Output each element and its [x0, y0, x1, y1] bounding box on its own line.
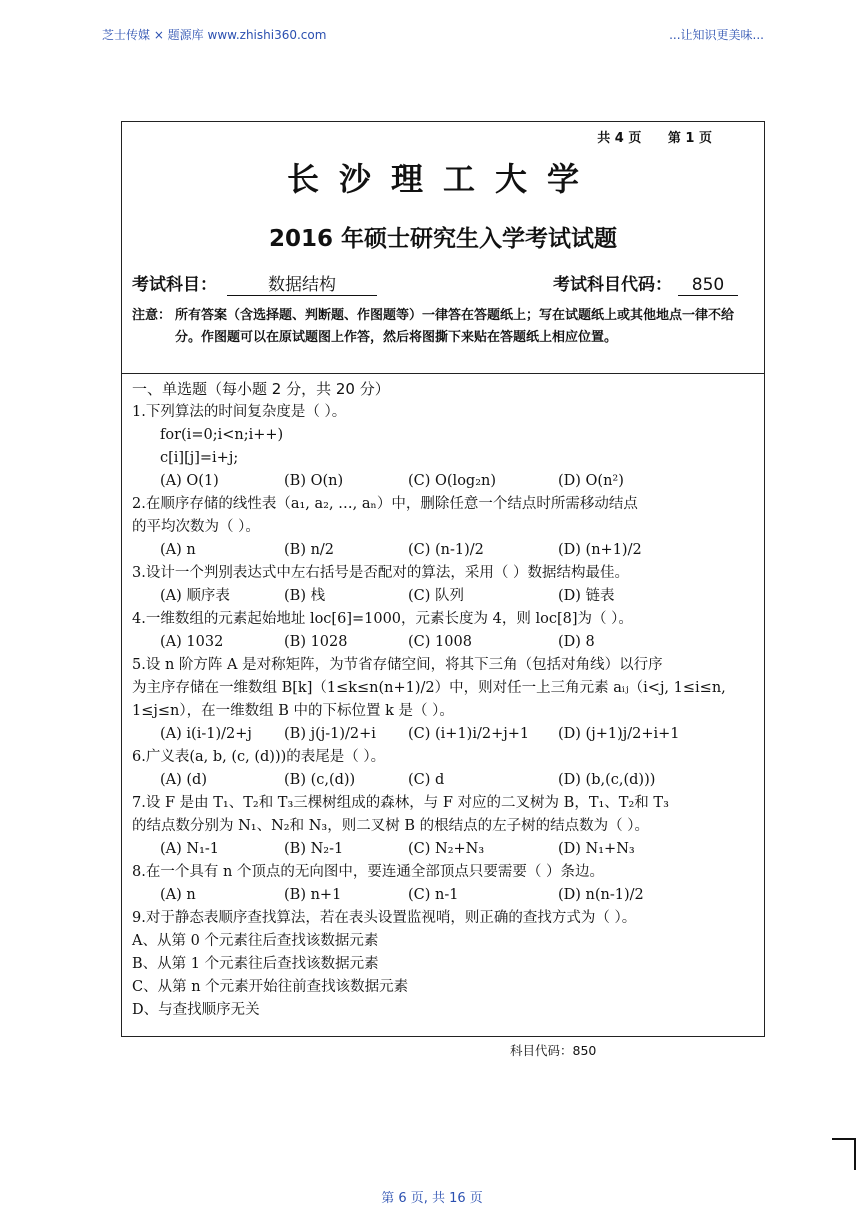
page-info: [575, 127, 712, 146]
option-a: (A) N₁-1: [160, 841, 220, 857]
question-4-options: [132, 631, 758, 654]
option-d: (D) n(n-1)/2: [558, 887, 644, 903]
question-9-option-b: B、从第 1 个元素往后查找该数据元素: [132, 956, 379, 972]
option-c: (C) 队列: [408, 588, 465, 604]
section-title: 一、单选题（每小题 2 分，共 20 分）: [132, 380, 390, 398]
question-1-stem: 1.下列算法的时间复杂度是（ ）。: [132, 404, 347, 420]
notice: [132, 305, 756, 349]
subject-label: 考试科目：: [132, 275, 217, 295]
option-c: (C) (n-1)/2: [408, 542, 484, 558]
question-8-options: [132, 884, 758, 907]
option-c: (C) N₂+N₃: [408, 841, 485, 857]
option-a: (A) i(i-1)/2+j: [160, 726, 252, 742]
watermark-right: ...让知识更美味...: [669, 28, 764, 42]
page-number: 第 1 页: [667, 131, 712, 146]
option-d: (D) N₁+N₃: [558, 841, 635, 857]
question-3-options: [132, 585, 758, 608]
code-value: 850: [678, 275, 738, 296]
question-5-stem-cont: 为主序存储在一维数组 B[k]（1≤k≤n(n+1)/2）中，则对任一上三角元素 aᵢⱼ（i<j, 1≤i≤n,: [132, 680, 726, 696]
question-9-option-c: C、从第 n 个元素开始往前查找该数据元素: [132, 979, 409, 995]
option-d: (D) 链表: [558, 588, 615, 604]
option-d: (D) O(n²): [558, 473, 624, 489]
option-c: (C) 1008: [408, 634, 472, 650]
question-1-options: [132, 470, 758, 493]
question-5-stem-cont-2: 1≤j≤n），在一维数组 B 中的下标位置 k 是（ ）。: [132, 703, 454, 719]
option-d: (D) (b,(c,(d))): [558, 772, 656, 788]
subject-code-field: [553, 270, 738, 296]
option-b: (B) O(n): [284, 473, 344, 489]
exam-sheet: [121, 121, 765, 1037]
option-d: (D) (j+1)j/2+i+1: [558, 726, 680, 742]
option-a: (A) (d): [160, 772, 207, 788]
question-9-stem: 9.对于静态表顺序查找算法，若在表头设置监视哨，则正确的查找方式为（ ）。: [132, 910, 637, 926]
scan-edge-mark: [832, 1138, 856, 1170]
question-3-stem: 3.设计一个判别表达式中左右括号是否配对的算法，采用（ ）数据结构最佳。: [132, 565, 629, 581]
subject-value: 数据结构: [227, 270, 377, 296]
code-label: 考试科目代码：: [553, 275, 672, 295]
question-9-option-d: D、与查找顺序无关: [132, 1002, 260, 1018]
option-c: (C) (i+1)i/2+j+1: [408, 726, 530, 742]
exam-title: 2016 年硕士研究生入学考试试题: [268, 226, 618, 252]
university-name: 长沙理工大学: [286, 160, 599, 198]
option-b: (B) j(j-1)/2+i: [284, 726, 376, 742]
option-b: (B) n+1: [284, 887, 342, 903]
question-1-code-line-1: for(i=0;i<n;i++): [160, 427, 284, 443]
option-b: (B) (c,(d)): [284, 772, 356, 788]
question-1-code-line-2: c[i][j]=i+j;: [160, 450, 239, 466]
question-6-options: [132, 769, 758, 792]
notice-label: 注意：: [132, 308, 172, 323]
question-6-stem: 6.广义表(a, b, (c, (d)))的表尾是（ ）。: [132, 749, 386, 765]
question-2-stem: 2.在顺序存储的线性表（a₁, a₂, …, aₙ）中，删除任意一个结点时所需移动结点: [132, 496, 638, 512]
question-2-options: [132, 539, 758, 562]
option-a: (A) 1032: [160, 634, 224, 650]
option-d: (D) 8: [558, 634, 595, 650]
total-pages: 共 4 页: [597, 131, 642, 146]
notice-text: 所有答案（含选择题、判断题、作图题等）一律答在答题纸上；写在试题纸上或其他地点一律不给分。作图题可以在原试题图上作答，然后将图撕下来贴在答题纸上相应位置。: [175, 308, 735, 345]
option-b: (B) N₂-1: [284, 841, 344, 857]
question-7-stem: 7.设 F 是由 T₁、T₂和 T₃三棵树组成的森林，与 F 对应的二叉树为 B，T₁、T₂和 T₃: [132, 795, 669, 811]
option-b: (B) 1028: [284, 634, 348, 650]
option-b: (B) n/2: [284, 542, 335, 558]
option-c: (C) O(log₂n): [408, 473, 497, 489]
option-a: (A) n: [160, 542, 196, 558]
question-4-stem: 4.一维数组的元素起始地址 loc[6]=1000，元素长度为 4，则 loc[8]为（ ）。: [132, 611, 633, 627]
question-2-stem-cont: 的平均次数为（ ）。: [132, 519, 260, 535]
subject-field: [132, 270, 377, 296]
option-c: (C) n-1: [408, 887, 459, 903]
question-5-options: [132, 723, 758, 746]
question-8-stem: 8.在一个具有 n 个顶点的无向图中，要连通全部顶点只要需要（ ）条边。: [132, 864, 604, 880]
sheet-header: [122, 122, 764, 374]
option-a: (A) 顺序表: [160, 588, 230, 604]
option-a: (A) n: [160, 887, 196, 903]
question-9-option-a: A、从第 0 个元素往后查找该数据元素: [132, 933, 379, 949]
watermark-left: 芝士传媒 × 题源库 www.zhishi360.com: [102, 28, 327, 42]
subject-code-footer: 科目代码：850: [510, 1043, 597, 1058]
question-area: [132, 378, 758, 1022]
question-7-options: [132, 838, 758, 861]
question-5-stem: 5.设 n 阶方阵 A 是对称矩阵，为节省存储空间，将其下三角（包括对角线）以行序: [132, 657, 663, 673]
question-7-stem-cont: 的结点数分别为 N₁、N₂和 N₃，则二叉树 B 的根结点的左子树的结点数为（ ）。: [132, 818, 649, 834]
option-b: (B) 栈: [284, 588, 326, 604]
option-d: (D) (n+1)/2: [558, 542, 642, 558]
option-a: (A) O(1): [160, 473, 219, 489]
option-c: (C) d: [408, 772, 445, 788]
watermark-footer: 第 6 页, 共 16 页: [381, 1191, 483, 1206]
